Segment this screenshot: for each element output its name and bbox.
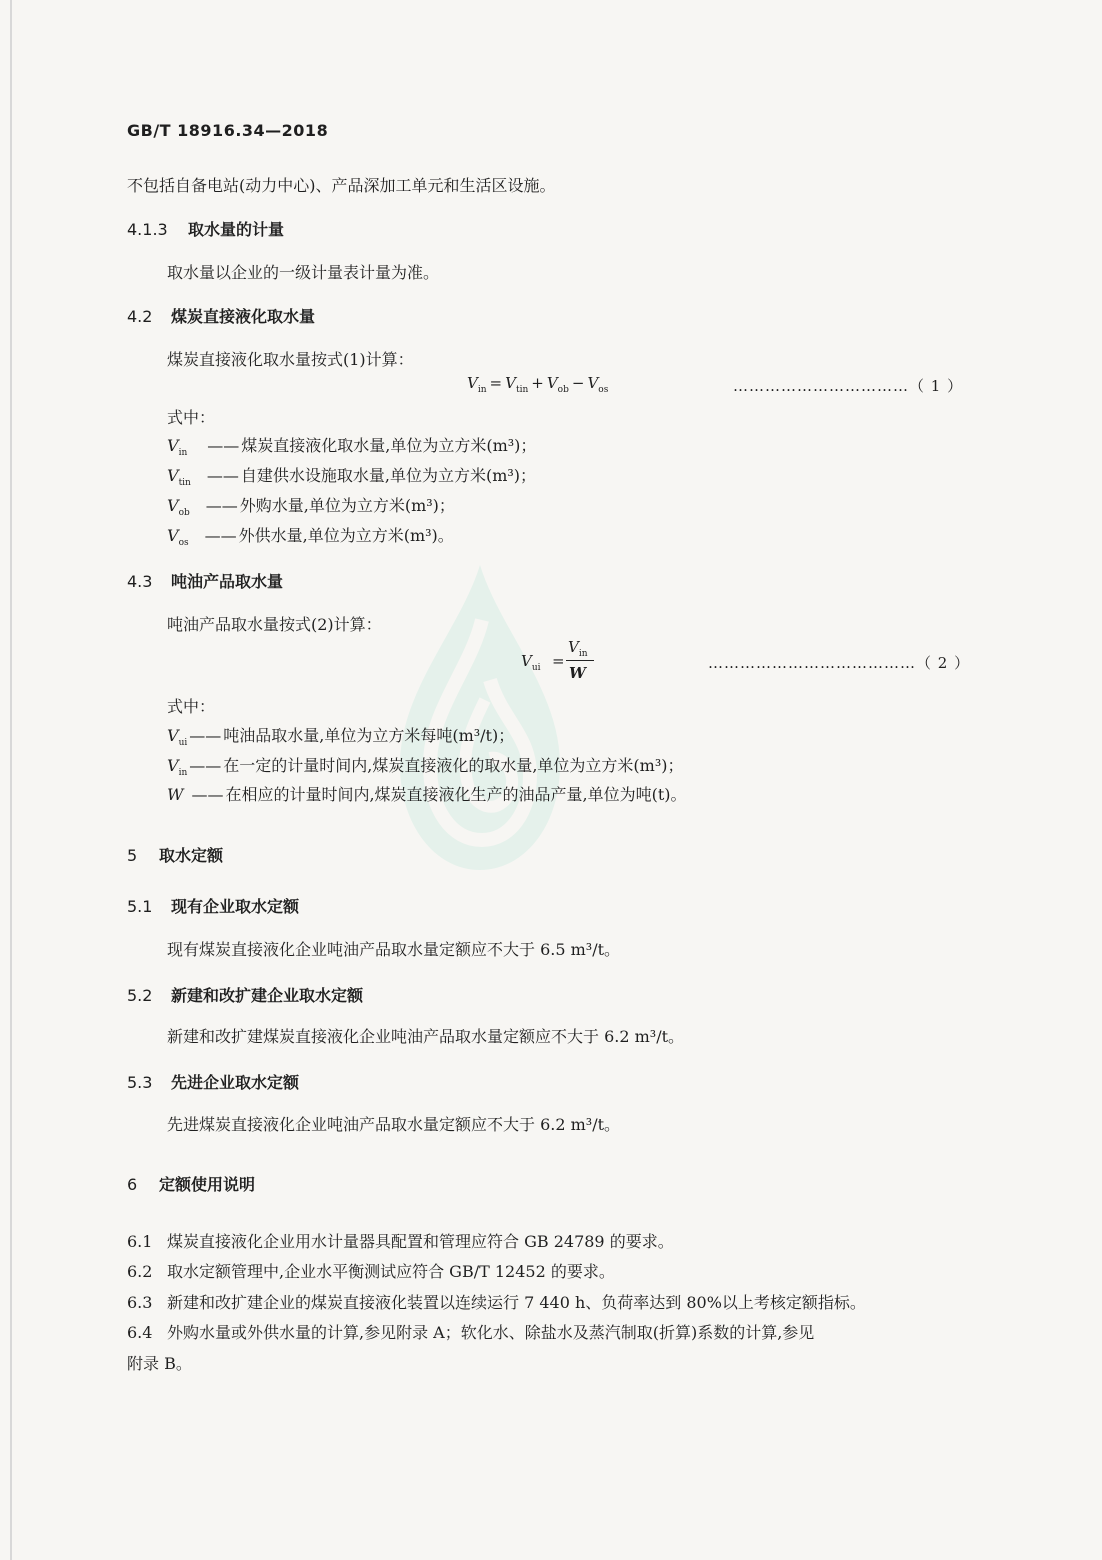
section-title: 新建和改扩建企业取水定额 [171, 986, 364, 1005]
section-4-1-3-body: 取水量以企业的一级计量表计量为准。 [167, 263, 440, 282]
fraction-bar [566, 660, 594, 661]
formula-1-intro: 煤炭直接液化取水量按式(1)计算： [167, 350, 414, 369]
list-item [127, 1229, 674, 1252]
variable-definition: $V_{in}$ —— 煤炭直接液化取水量,单位为立方米(m³)； [167, 436, 537, 459]
section-5-1-heading [127, 894, 299, 917]
variable-definition: $V_{tin}$ —— 自建供水设施取水量,单位为立方米(m³)； [167, 466, 537, 489]
section-number: 4.3 [127, 572, 153, 591]
section-5-2-heading [127, 983, 363, 1006]
section-5-2-body: 新建和改扩建煤炭直接液化企业吨油产品取水量定额应不大于 6.2 m³/t。 [167, 1027, 685, 1046]
section-4-1-3-heading [127, 217, 284, 240]
section-number: 4.2 [127, 307, 153, 326]
variable-definition: $V_{ob}$ —— 外购水量,单位为立方米(m³)； [167, 496, 455, 519]
list-item [127, 1259, 615, 1282]
variable-definition: $V_{ui}$ —— 吨油品取水量,单位为立方米每吨(m³/t)； [167, 726, 515, 749]
section-5-3-heading [127, 1070, 299, 1093]
list-item-continuation: 附录 B。 [127, 1354, 192, 1373]
variable-definition: $V_{in}$ —— 在一定的计量时间内,煤炭直接液化的取水量,单位为立方米(m³)； [167, 756, 684, 779]
section-title: 现有企业取水定额 [171, 897, 300, 916]
section-5-heading [127, 843, 223, 866]
item-text: 煤炭直接液化企业用水计量器具配置和管理应符合 GB 24789 的要求。 [167, 1232, 674, 1251]
standard-code: GB/T 18916.34—2018 [127, 121, 329, 140]
section-title: 先进企业取水定额 [171, 1073, 300, 1092]
section-5-1-body: 现有煤炭直接液化企业吨油产品取水量定额应不大于 6.5 m³/t。 [167, 940, 621, 959]
item-text: 新建和改扩建企业的煤炭直接液化装置以连续运行 7 440 h、负荷率达到 80%以上考核定额指标。 [167, 1293, 866, 1312]
where-label-1: 式中： [167, 408, 216, 427]
section-number: 5 [127, 846, 138, 865]
formula-2-intro: 吨油产品取水量按式(2)计算： [167, 615, 382, 634]
section-title: 煤炭直接液化取水量 [171, 307, 316, 326]
section-title: 定额使用说明 [159, 1175, 256, 1194]
where-label-2: 式中： [167, 697, 216, 716]
item-text: 外购水量或外供水量的计算,参见附录 A；软化水、除盐水及蒸汽制取(折算)系数的计算,参见 [167, 1323, 815, 1342]
list-item [127, 1290, 866, 1313]
document-page: GB/T 18916.34—2018 不包括自备电站(动力中心)、产品深加工单元和生活区设施。 4.1.3 取水量的计量 取水量以企业的一级计量表计量为准。 4.2 煤炭直接液化取水量 煤炭直接液化取水量按式(1)计算： $V_{in} = V_{tin} + V_{ob} - V_{os}$ ……………………………（ 1 ） 式中： $V_{in}$ —— 煤炭直接液化取水量,单位为立方米(m³)； $V_{tin}$ —— 自建供水设施取水量,单位为立方米(m³)； $V_{ob}$ —— 外购水量,单位为立方米(m³)； $V_{os}$ —— 外供水量,单位为立方米(m³)。 4.3 吨油产品取水量 吨油产品取水量按式(2)计算： $V_{ui}$ = $V_{in}$ W …………………………………（ 2 ） 式中： $V_{ui}$ —— 吨油品取水量,单位为立方米每吨(m³/t)； $V_{in}$ —— 在一定的计量时间内,煤炭直接液化的取水量,单位为立方米(m³)； W —— 在相应的计量时间内,煤炭直接液化生产的油品产量,单位为吨(t)。 5 取水定额 5.1 现有企业取水定额 现有煤炭直接液化企业吨油产品取水量定额应不大于 6.5 m³/t。 5.2 新建和改扩建企业取水定额 新建和改扩建煤炭直接液化企业吨油产品取水量定额应不大于 6.2 m³/t。 5.3 先进企业取水定额 先进煤炭直接液化企业吨油产品取水量定额应不大于 6.2 m³/t。 6 定额使用说明 6.1 煤炭直接液化企业用水计量器具配置和管理应符合 GB 24789 的要求。 6.2 取水定额管理中,企业水平衡测试应符合 GB/T 12452 的要求。 6.3 新建和改扩建企业的煤炭直接液化装置以连续运行 7 440 h、负荷率达到 80%以上考核定额指标。 6.4 外购水量或外供水量的计算,参见附录 A；软化水、除盐水及蒸汽制取(折算)系数的计算,参见 附录 B。 [0, 0, 1102, 1560]
section-4-3-heading [127, 569, 283, 592]
section-title: 吨油产品取水量 [171, 572, 284, 591]
section-title: 取水量的计量 [188, 220, 285, 239]
section-4-2-heading [127, 304, 315, 327]
equation-number-1: ……………………………（ 1 ） [733, 377, 964, 395]
list-item [127, 1320, 814, 1343]
water-drop-watermark-icon [390, 560, 570, 880]
formula-1: $V_{in} = V_{tin} + V_{ob} - V_{os}$ [467, 374, 609, 395]
equation-number-2: …………………………………（ 2 ） [708, 654, 971, 672]
section-number: 5.1 [127, 897, 153, 916]
section-number: 4.1.3 [127, 220, 168, 239]
variable-definition: $V_{os}$ —— 外供水量,单位为立方米(m³)。 [167, 526, 454, 549]
item-number: 6.4 [127, 1323, 153, 1342]
intro-line: 不包括自备电站(动力中心)、产品深加工单元和生活区设施。 [127, 176, 556, 195]
section-number: 6 [127, 1175, 138, 1194]
section-number: 5.3 [127, 1073, 153, 1092]
section-5-3-body: 先进煤炭直接液化企业吨油产品取水量定额应不大于 6.2 m³/t。 [167, 1115, 621, 1134]
variable-definition: W —— 在相应的计量时间内,煤炭直接液化生产的油品产量,单位为吨(t)。 [167, 785, 687, 804]
item-number: 6.3 [127, 1293, 153, 1312]
section-6-heading [127, 1172, 255, 1195]
item-number: 6.2 [127, 1262, 153, 1281]
section-title: 取水定额 [159, 846, 224, 865]
item-text: 取水定额管理中,企业水平衡测试应符合 GB/T 12452 的要求。 [167, 1262, 615, 1281]
item-number: 6.1 [127, 1232, 153, 1251]
section-number: 5.2 [127, 986, 153, 1005]
page-edge-shadow [10, 0, 12, 1560]
